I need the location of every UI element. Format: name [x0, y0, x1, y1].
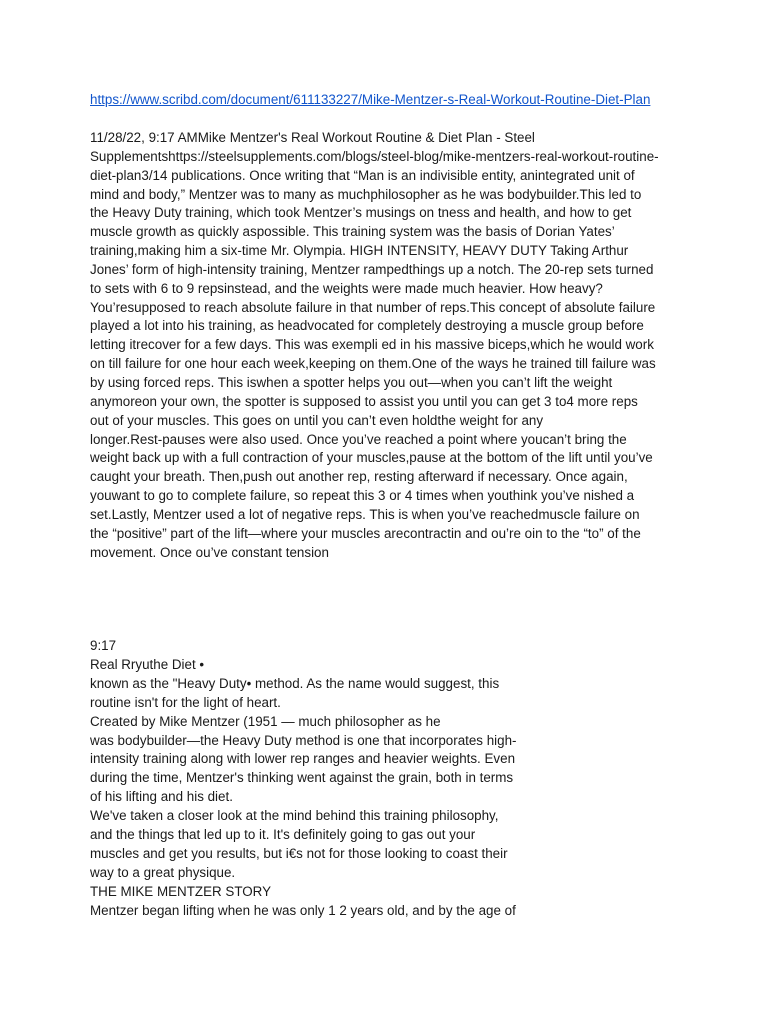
- text-line: to sets with 6 to 9 repsinstead, and the weights were made much heavier. How heavy?: [90, 280, 603, 296]
- text-line: of his lifting and his diet.: [90, 789, 233, 805]
- text-line: the “positive” part of the lift—where your muscles arecontractin and ou’re oin to the “to” of the: [90, 525, 641, 541]
- text-line: Jones’ form of high-intensity training, Mentzer rampedthings up a notch. The 20-rep sets turned: [90, 261, 654, 277]
- text-line: played a lot into his training, as headvocated for completely destroying a muscle group before: [90, 318, 644, 334]
- text-line: mind and body,” Mentzer was to many as muchphilosopher as he was bodybuilder.This led to: [90, 186, 642, 202]
- text-line: Supplementshttps://steelsupplements.com/blogs/steel-blog/mike-mentzers-real-workout-routine-: [90, 148, 659, 164]
- text-line: 9:17: [90, 638, 117, 653]
- article-paragraph-1: [90, 129, 690, 562]
- text-line: during the time, Mentzer's thinking went against the grain, both in terms: [90, 770, 514, 786]
- text-line: diet-plan3/14 publications. Once writing that “Man is an indivisible entity, anintegrated unit of: [90, 167, 635, 183]
- text-line: Created by Mike Mentzer (1951 — much philosopher as he: [90, 713, 441, 729]
- text-line: and the things that led up to it. It's definitely going to gas out your: [90, 827, 476, 843]
- text-line: was bodybuilder—the Heavy Duty method is one that incorporates high-: [90, 732, 517, 748]
- text-line: out of your muscles. This goes on until you can’t even holdthe weight for any: [90, 412, 544, 428]
- text-line: weight back up with a full contraction of your muscles,pause at the bottom of the lift until you’ve: [90, 450, 653, 466]
- text-line: Real Rryuthe Diet •: [90, 656, 205, 672]
- text-line: routine isn't for the light of heart.: [90, 694, 281, 710]
- text-line: We've taken a closer look at the mind behind this training philosophy,: [90, 808, 499, 824]
- text-line: intensity training along with lower rep ranges and heavier weights. Even: [90, 751, 516, 767]
- text-line: movement. Once ou’ve constant tension: [90, 544, 329, 560]
- text-line: anymoreon your own, the spotter is supposed to assist you until you can get 3 to4 more reps: [90, 393, 638, 409]
- text-line: the Heavy Duty training, which took Mentzer’s musings on tness and health, and how to get: [90, 205, 632, 221]
- text-line: Mentzer began lifting when he was only 1 2 years old, and by the age of: [90, 902, 516, 918]
- text-line: letting itrecover for a few days. This was exempli ed in his massive biceps,which he would work: [90, 337, 654, 353]
- text-line: longer.Rest-pauses were also used. Once you’ve reached a point where youcan’t bring the: [90, 431, 627, 447]
- text-line: way to a great physique.: [90, 864, 236, 880]
- text-line: 11/28/22, 9:17 AMMike Mentzer's Real Workout Routine & Diet Plan - Steel: [90, 130, 535, 145]
- scribd-document-link[interactable]: https://www.scribd.com/document/611133227/Mike-Mentzer-s-Real-Workout-Routine-Diet-Plan: [90, 92, 651, 107]
- text-line: by using forced reps. This iswhen a spotter helps you out—when you can’t lift the weight: [90, 374, 613, 390]
- text-line: THE MIKE MENTZER STORY: [90, 883, 272, 899]
- text-line: on till failure for one hour each week,keeping on them.One of the ways he trained till failure was: [90, 356, 656, 372]
- text-line: set.Lastly, Mentzer used a lot of negative reps. This is when you’ve reachedmuscle failure on: [90, 506, 640, 522]
- text-line: muscles and get you results, but i€s not for those looking to coast their: [90, 845, 508, 861]
- text-line: training,making him a six-time Mr. Olympia. HIGH INTENSITY, HEAVY DUTY Taking Arthur: [90, 243, 629, 259]
- article-paragraph-2: [90, 637, 690, 921]
- text-line: muscle growth as quickly aspossible. This training system was the basis of Dorian Yates’: [90, 224, 615, 240]
- text-line: You’resupposed to reach absolute failure in that number of reps.This concept of absolute failure: [90, 299, 656, 315]
- text-line: caught your breath. Then,push out another rep, resting afterward if necessary. Once again,: [90, 469, 628, 485]
- text-line: known as the "Heavy Duty• method. As the name would suggest, this: [90, 675, 500, 691]
- text-line: youwant to go to complete failure, so repeat this 3 or 4 times when youthink you’ve nished a: [90, 488, 635, 504]
